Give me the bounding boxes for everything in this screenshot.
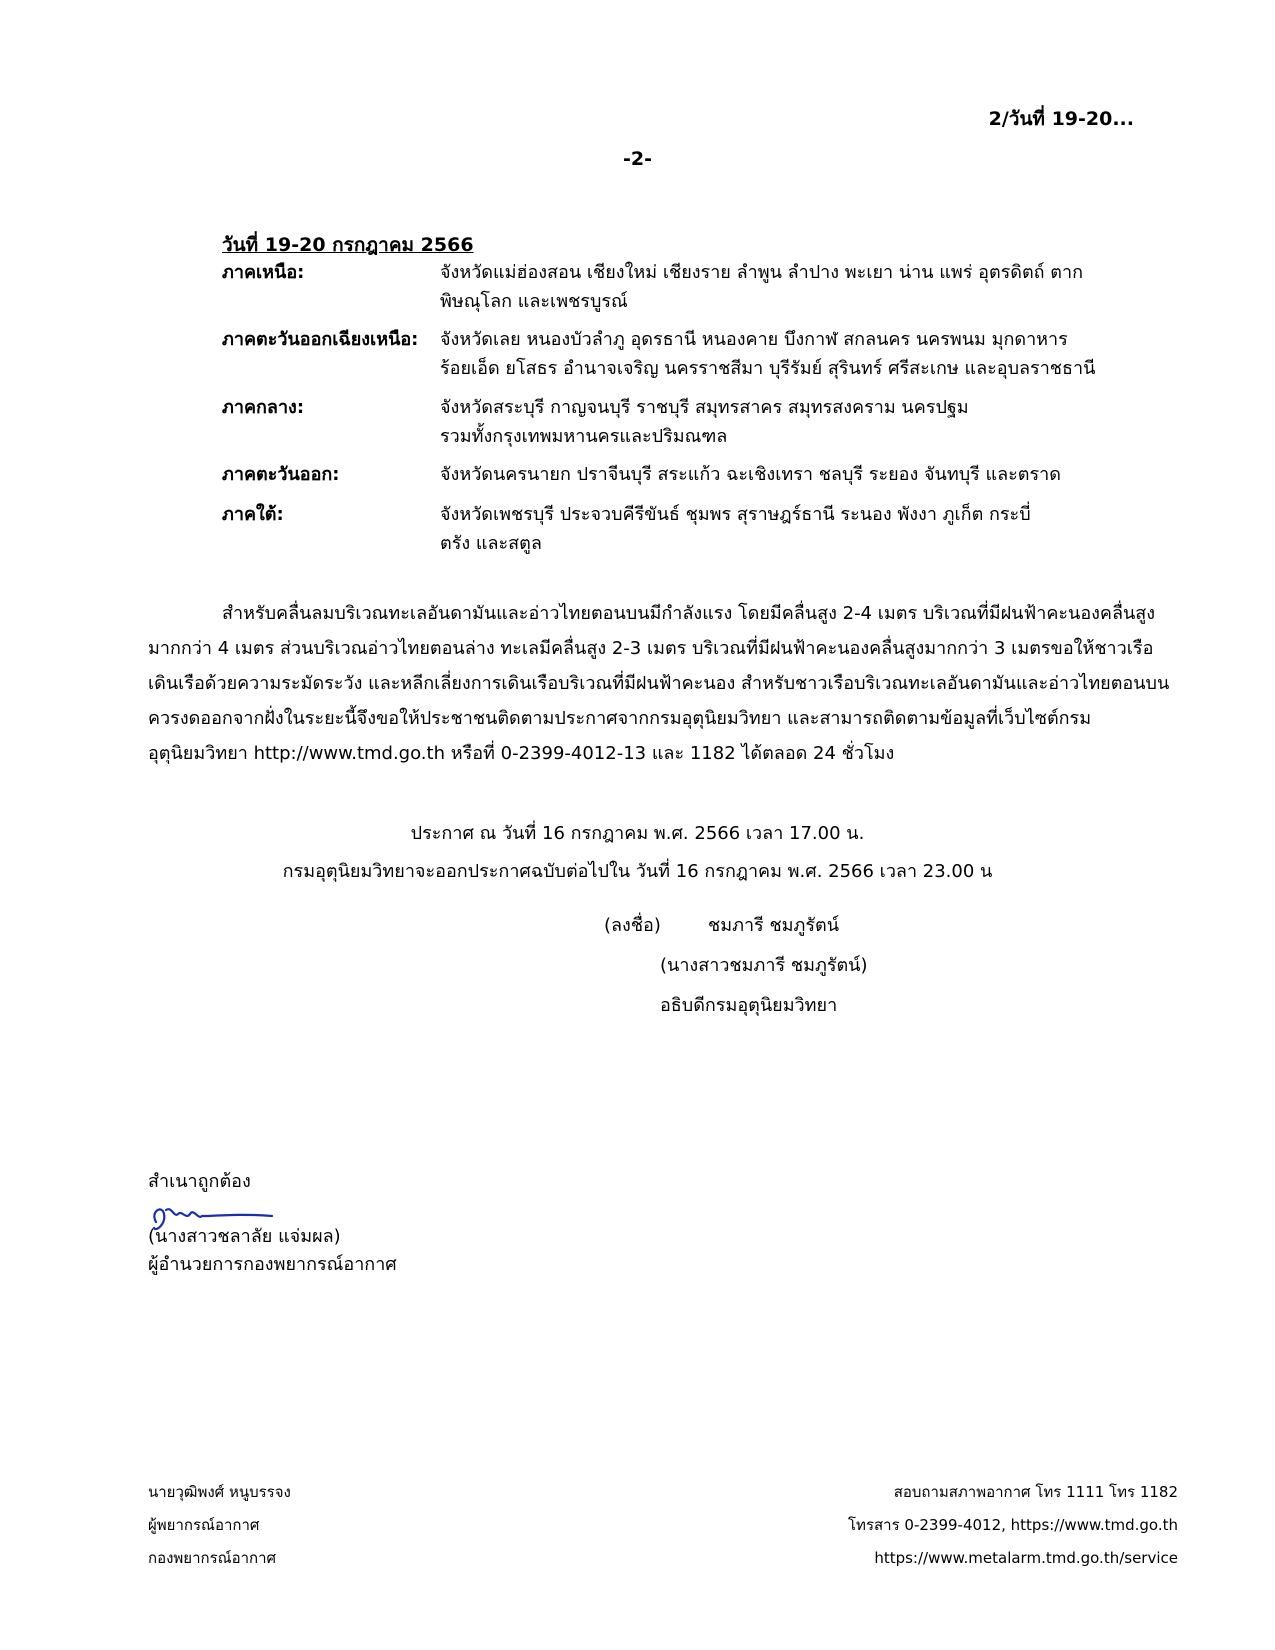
continuation-header: 2/วันที่ 19-20... [988,108,1134,130]
date-heading: วันที่ 19-20 กรกฎาคม 2566 [222,234,474,256]
region-provinces [440,325,1120,383]
region-name: ภาคตะวันออก: [222,464,340,485]
region-line: จังหวัดนครนายก ปราจีนบุรี สระแก้ว ฉะเชิงเทรา ชลบุรี ระยอง จันทบุรี และตราด [440,464,1061,485]
signed-name: ชมภารี ชมภูรัตน์ [708,915,840,936]
footer-line: กองพยากรณ์อากาศ [148,1549,277,1567]
signatory-full-name: (นางสาวชมภารี ชมภูรัตน์) [660,955,868,976]
region-name: ภาคเหนือ: [222,262,305,283]
region-name: ภาคกลาง: [222,397,305,418]
signed-label: (ลงชื่อ) [604,915,661,936]
region-provinces [440,393,1120,451]
region-name: ภาคตะวันออกเฉียงเหนือ: [222,329,419,350]
signatory-position: อธิบดีกรมอุตุนิยมวิทยา [660,995,838,1016]
region-line: จังหวัดเพชรบุรี ประจวบคีรีขันธ์ ชุมพร สุราษฎร์ธานี ระนอง พังงา ภูเก็ต กระบี่ [440,504,1031,525]
footer-forecaster [148,1476,291,1575]
footer-line: ผู้พยากรณ์อากาศ [148,1516,260,1534]
region-provinces [440,500,1120,558]
paragraph-line: อุตุนิยมวิทยา http://www.tmd.go.th หรือที่ 0-2399-4012-13 และ 1182 ได้ตลอด 24 ชั่วโมง [148,743,895,764]
region-line: จังหวัดแม่ฮ่องสอน เชียงใหม่ เชียงราย ลำพูน ลำปาง พะเยา น่าน แพร่ อุตรดิตถ์ ตาก [440,262,1083,283]
region-provinces [440,258,1120,316]
region-line: จังหวัดเลย หนองบัวลำภู อุดรธานี หนองคาย บึงกาฬ สกลนคร นครพนม มุกดาหาร [440,329,1068,350]
paragraph-line: มากกว่า 4 เมตร ส่วนบริเวณอ่าวไทยตอนล่าง ทะเลมีคลื่นสูง 2-3 เมตร บริเวณที่มีฝนฟ้าคะนองคลื่นสูงมากกว่า 3 เมตรขอให้ชาวเรือ [148,638,1154,659]
certified-copy-name: (นางสาวชลาลัย แจ่มผล) [148,1226,341,1247]
certified-copy-label: สำเนาถูกต้อง [148,1171,251,1192]
paragraph-line: ควรงดออกจากฝั่งในระยะนี้จึงขอให้ประชาชนติดตามประกาศจากกรมอุตุนิยมวิทยา และสามารถติดตามข้อมูลที่เว็บไซต์กรม [148,708,1092,729]
region-line: ร้อยเอ็ด ยโสธร อำนาจเจริญ นครราชสีมา บุรีรัมย์ สุรินทร์ ศรีสะเกษ และอุบลราชธานี [440,358,1096,379]
region-line: รวมทั้งกรุงเทพมหานครและปริมณฑล [440,426,728,447]
region-line: ตรัง และสตูล [440,533,542,554]
paragraph-line: เดินเรือด้วยความระมัดระวัง และหลีกเลี่ยงการเดินเรือบริเวณที่มีฝนฟ้าคะนอง สำหรับชาวเรือบริเวณทะเลอันดามันและอ่าวไทยตอนบน [148,673,1170,694]
next-announcement: กรมอุตุนิยมวิทยาจะออกประกาศฉบับต่อไปใน วันที่ 16 กรกฎาคม พ.ศ. 2566 เวลา 23.00 น [282,861,993,882]
footer-line: https://www.metalarm.tmd.go.th/service [874,1549,1178,1567]
page-number: -2- [623,148,652,170]
region-name: ภาคใต้: [222,504,284,525]
marine-warning-paragraph [148,596,1170,771]
issued-time: ประกาศ ณ วันที่ 16 กรกฎาคม พ.ศ. 2566 เวลา 17.00 น. [410,823,865,844]
paragraph-line: สำหรับคลื่นลมบริเวณทะเลอันดามันและอ่าวไทยตอนบนมีกำลังแรง โดยมีคลื่นสูง 2-4 เมตร บริเวณที่มีฝนฟ้าคะนองคลื่นสูง [222,603,1156,624]
certified-copy-position: ผู้อำนวยการกองพยากรณ์อากาศ [148,1254,397,1275]
region-provinces [440,460,1120,489]
footer-contact [848,1476,1178,1575]
footer-line: นายวุฒิพงศ์ หนูบรรจง [148,1483,291,1501]
footer-line: สอบถามสภาพอากาศ โทร 1111 โทร 1182 [893,1483,1178,1501]
region-line: จังหวัดสระบุรี กาญจนบุรี ราชบุรี สมุทรสาคร สมุทรสงคราม นครปฐม [440,397,969,418]
region-line: พิษณุโลก และเพชรบูรณ์ [440,291,628,312]
footer-line: โทรสาร 0-2399-4012, https://www.tmd.go.th [848,1516,1178,1534]
